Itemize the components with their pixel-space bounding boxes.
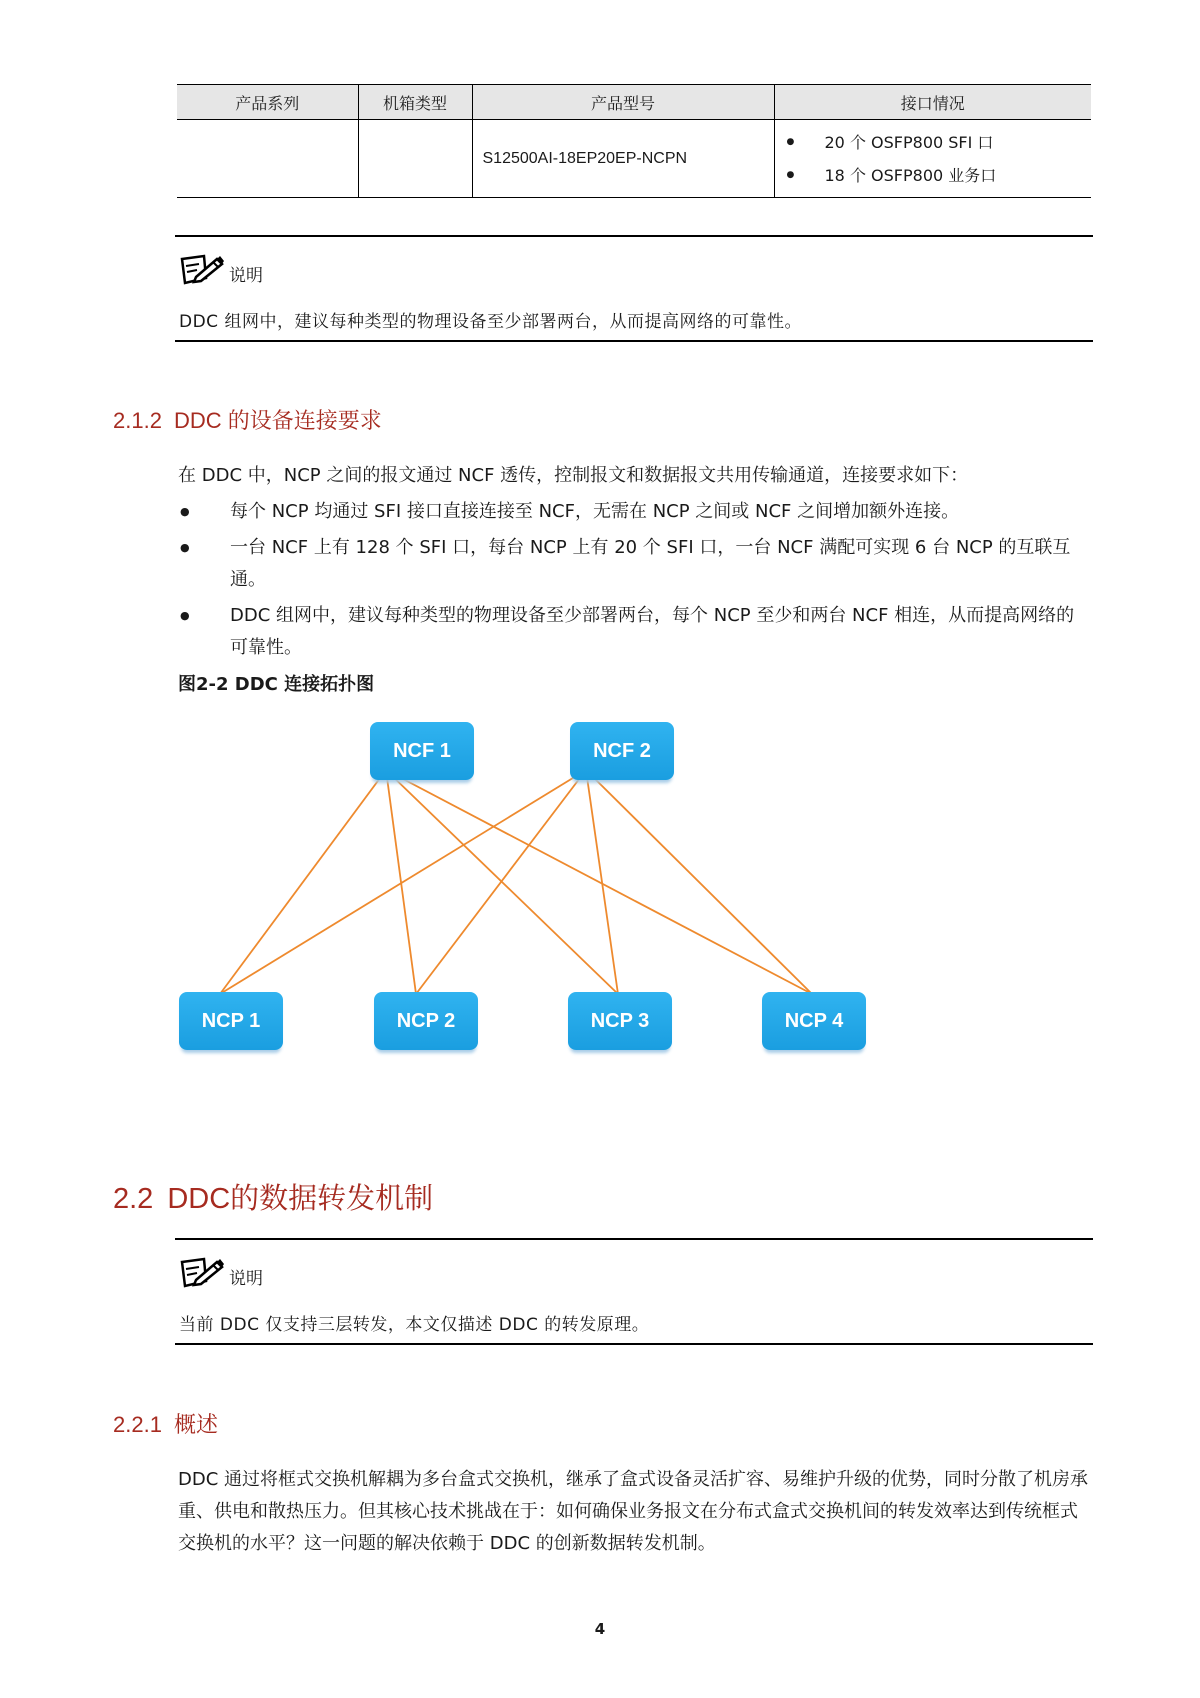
- ncp-node-3: NCP 3: [568, 992, 672, 1050]
- link-group: [220, 770, 812, 994]
- col-header-chassis: 机箱类型: [358, 85, 472, 120]
- table-header-row: [177, 85, 1091, 120]
- section-number: 2.1.2: [113, 408, 162, 433]
- interface-item: ● 18 个 OSFP800 业务口: [787, 159, 1092, 192]
- link-ncf1-ncp2: [386, 770, 416, 994]
- page-number: 4: [594, 1620, 606, 1638]
- list-item: ● 每个 NCP 均通过 SFI 接口直接连接至 NCF，无需在 NCP 之间或 NCF 之间增加额外连接。: [178, 496, 1088, 528]
- requirement-list: [178, 496, 1088, 668]
- cell-chassis: [358, 120, 472, 198]
- intro-paragraph: 在 DDC 中，NCP 之间的报文通过 NCF 透传，控制报文和数据报文共用传输通道，连接要求如下：: [178, 465, 969, 486]
- col-header-model: 产品型号: [472, 85, 774, 120]
- section-title: DDC 的设备连接要求: [173, 408, 382, 433]
- note-label: 说明: [229, 1269, 263, 1289]
- col-header-interfaces: 接口情况: [774, 85, 1091, 120]
- note-text: 当前 DDC 仅支持三层转发，本文仅描述 DDC 的转发原理。: [179, 1315, 650, 1335]
- note-label: 说明: [229, 266, 263, 286]
- figure-caption: 图2-2 DDC 连接拓扑图: [178, 674, 375, 695]
- note-box: [175, 235, 1093, 342]
- note-pencil-icon: [179, 1256, 225, 1290]
- note-text: DDC 组网中，建议每种类型的物理设备至少部署两台，从而提高网络的可靠性。: [179, 312, 802, 332]
- note-header: [179, 253, 263, 287]
- link-ncf2-ncp3: [586, 770, 618, 994]
- list-item: ● 一台 NCF 上有 128 个 SFI 口，每台 NCP 上有 20 个 SFI 口，一台 NCF 满配可实现 6 台 NCP 的互联互通。: [178, 532, 1088, 596]
- cell-interfaces: [774, 120, 1091, 198]
- ddc-topology-diagram: [170, 712, 890, 1072]
- cell-model: S12500AI-18EP20EP-NCPN: [472, 120, 774, 198]
- section-title: 概述: [173, 1412, 218, 1437]
- spec-table: [177, 84, 1091, 198]
- list-item: ● DDC 组网中，建议每种类型的物理设备至少部署两台，每个 NCP 至少和两台 NCF 相连，从而提高网络的可靠性。: [178, 600, 1088, 664]
- ncf-node-1: NCF 1: [370, 722, 474, 780]
- section-heading-2-2: [113, 1176, 433, 1217]
- section-heading-2-1-2: [113, 404, 382, 435]
- col-header-series: 产品系列: [177, 85, 358, 120]
- overview-paragraph: DDC 通过将框式交换机解耦为多台盒式交换机，继承了盒式设备灵活扩容、易维护升级的优势，同时分散了机房承重、供电和散热压力。但其核心技术挑战在于：如何确保业务报文在分布式盒式交换机间的转发效率达到传统框式交换机的水平？这一问题的解决依赖于 DDC 的创新数据转发机制。: [178, 1469, 1089, 1554]
- section-number: 2.2.1: [113, 1412, 162, 1437]
- table-row: [177, 120, 1091, 198]
- cell-series: [177, 120, 358, 198]
- ncf-node-2: NCF 2: [570, 722, 674, 780]
- link-ncf2-ncp1: [220, 770, 586, 994]
- interface-item: ● 20 个 OSFP800 SFI 口: [787, 126, 1092, 159]
- ncp-node-4: NCP 4: [762, 992, 866, 1050]
- note-pencil-icon: [179, 253, 225, 287]
- note-header: [179, 1256, 263, 1290]
- note-box: [175, 1238, 1093, 1345]
- section-title: DDC的数据转发机制: [167, 1183, 434, 1215]
- ncp-node-2: NCP 2: [374, 992, 478, 1050]
- section-heading-2-2-1: [113, 1408, 218, 1439]
- link-ncf1-ncp4: [386, 770, 812, 994]
- link-ncf2-ncp4: [586, 770, 812, 994]
- link-ncf1-ncp1: [220, 770, 386, 994]
- section-number: 2.2: [113, 1183, 154, 1215]
- link-ncf2-ncp2: [416, 770, 586, 994]
- ncp-node-1: NCP 1: [179, 992, 283, 1050]
